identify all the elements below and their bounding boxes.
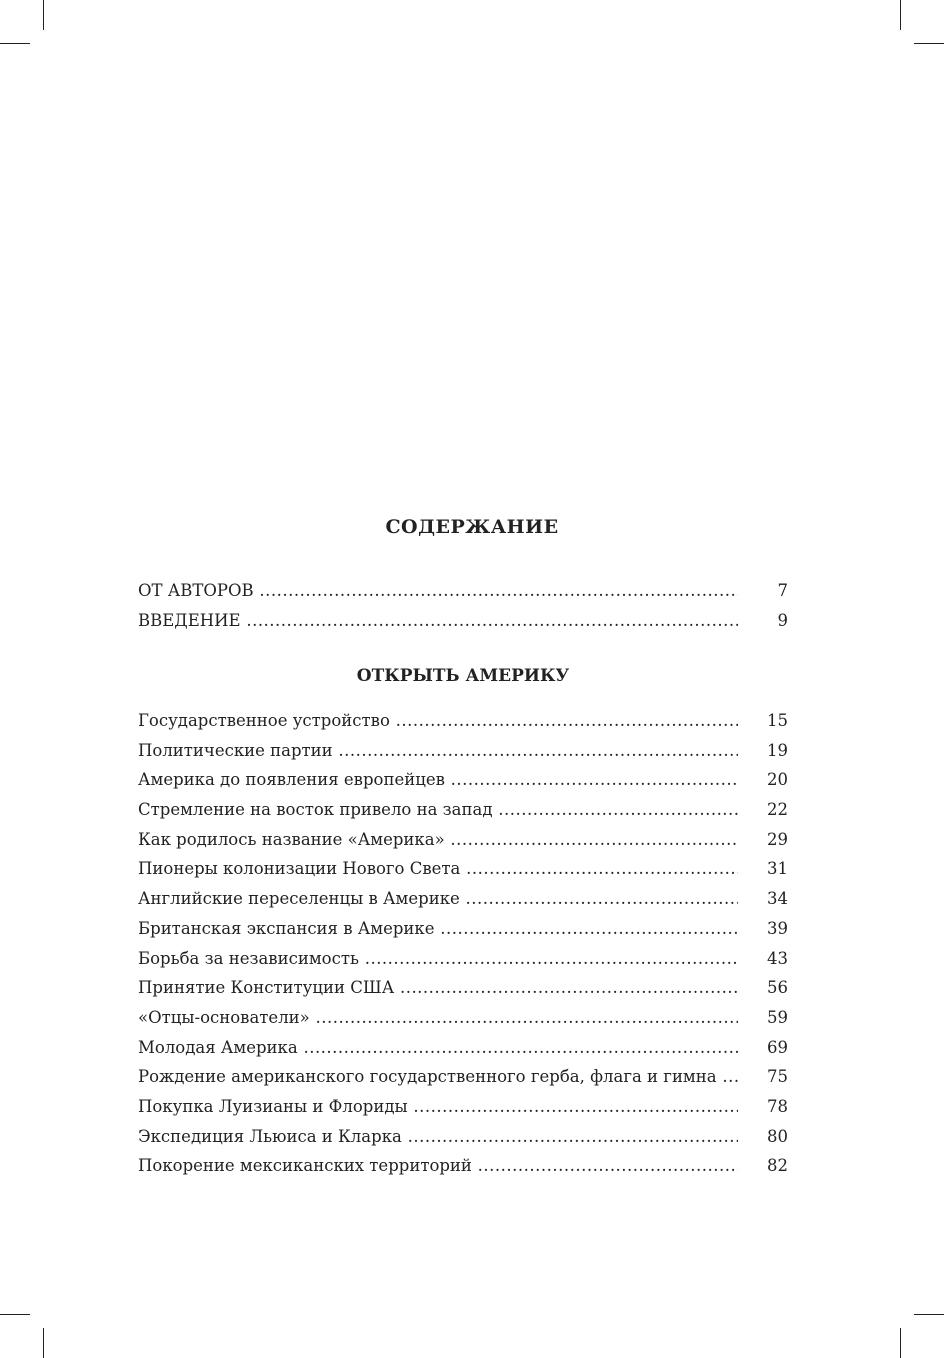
toc-entry-page: 59 (767, 1007, 788, 1027)
section-title: ОТКРЫТЬ АМЕРИКУ (356, 666, 570, 686)
crop-mark-bottom-right-vertical (900, 1328, 901, 1358)
toc-entry-page: 43 (767, 948, 788, 968)
toc-title: СОДЕРЖАНИЕ (385, 516, 559, 538)
toc-entry-label: Америка до появления европейцев (138, 770, 445, 790)
toc-entry-label: Покупка Луизианы и Флориды (138, 1096, 408, 1116)
toc-entry[interactable] (138, 1092, 788, 1122)
toc-entry-page: 75 (767, 1067, 788, 1087)
toc-entry[interactable] (138, 854, 788, 884)
toc-entry-label: Пионеры колонизации Нового Света (138, 859, 461, 879)
toc-entry-page: 34 (767, 889, 788, 909)
toc-entry-label: ОТ АВТОРОВ (138, 581, 254, 600)
toc-entry[interactable] (138, 944, 788, 974)
toc-entry[interactable] (138, 1122, 788, 1152)
toc-entry-label: Британская экспансия в Америке (138, 918, 435, 938)
toc-entry-label: Принятие Конституции США (138, 978, 395, 998)
crop-mark-bottom-right-horizontal (914, 1314, 944, 1315)
toc-entry[interactable] (138, 576, 788, 606)
toc-entry[interactable] (138, 795, 788, 825)
toc-entry[interactable] (138, 1033, 788, 1063)
crop-mark-top-right-vertical (900, 0, 901, 30)
toc-entry-page: 82 (767, 1156, 788, 1176)
toc-entry-label: Борьба за независимость (138, 948, 359, 968)
toc-entry-page: 78 (767, 1096, 788, 1116)
toc-entry[interactable] (138, 765, 788, 795)
toc-entry[interactable] (138, 825, 788, 855)
toc-entry-label: Покорение мексиканских территорий (138, 1156, 472, 1176)
toc-entry-label: Стремление на восток привело на запад (138, 800, 493, 820)
toc-entry-label: ВВЕДЕНИЕ (138, 610, 241, 630)
front-matter-list (138, 576, 788, 635)
toc-entry-label: Государственное устройство (138, 711, 390, 730)
crop-mark-bottom-left-horizontal (0, 1314, 30, 1315)
crop-mark-top-left-horizontal (0, 43, 30, 44)
toc-entry[interactable] (138, 706, 788, 736)
toc-entry-page: 69 (767, 1037, 788, 1057)
toc-entry[interactable] (138, 914, 788, 944)
toc-entry-page: 7 (777, 581, 788, 600)
toc-entry[interactable] (138, 1151, 788, 1181)
crop-mark-top-right-horizontal (914, 43, 944, 44)
toc-entry[interactable] (138, 973, 788, 1003)
toc-entry-page: 9 (777, 610, 788, 630)
toc-entry-label: Экспедиция Льюиса и Кларка (138, 1126, 402, 1146)
toc-entry-label: «Отцы-основатели» (138, 1007, 310, 1027)
toc-entry-label: Рождение американского государственного герба, флага и гимна (138, 1067, 717, 1087)
toc-entry-page: 56 (767, 978, 788, 998)
toc-entry-page: 31 (767, 859, 788, 879)
toc-entry[interactable] (138, 606, 788, 636)
toc-entry-label: Английские переселенцы в Америке (138, 889, 460, 909)
toc-entry[interactable] (138, 884, 788, 914)
toc-entry-page: 80 (767, 1126, 788, 1146)
toc-entry-label: Политические партии (138, 740, 333, 760)
toc-entry-page: 22 (767, 800, 788, 820)
toc-entry-label: Молодая Америка (138, 1037, 298, 1057)
section-entries-list (138, 706, 788, 1181)
toc-entry-page: 39 (767, 918, 788, 938)
toc-entry-page: 20 (767, 770, 788, 790)
toc-entry-label: Как родилось название «Америка» (138, 829, 445, 849)
toc-entry[interactable] (138, 736, 788, 766)
toc-entry[interactable] (138, 1003, 788, 1033)
crop-mark-bottom-left-vertical (43, 1328, 44, 1358)
toc-entry-page: 15 (767, 711, 788, 730)
crop-mark-top-left-vertical (43, 0, 44, 30)
toc-entry[interactable] (138, 1062, 788, 1092)
toc-entry-page: 29 (767, 829, 788, 849)
toc-entry-page: 19 (767, 740, 788, 760)
